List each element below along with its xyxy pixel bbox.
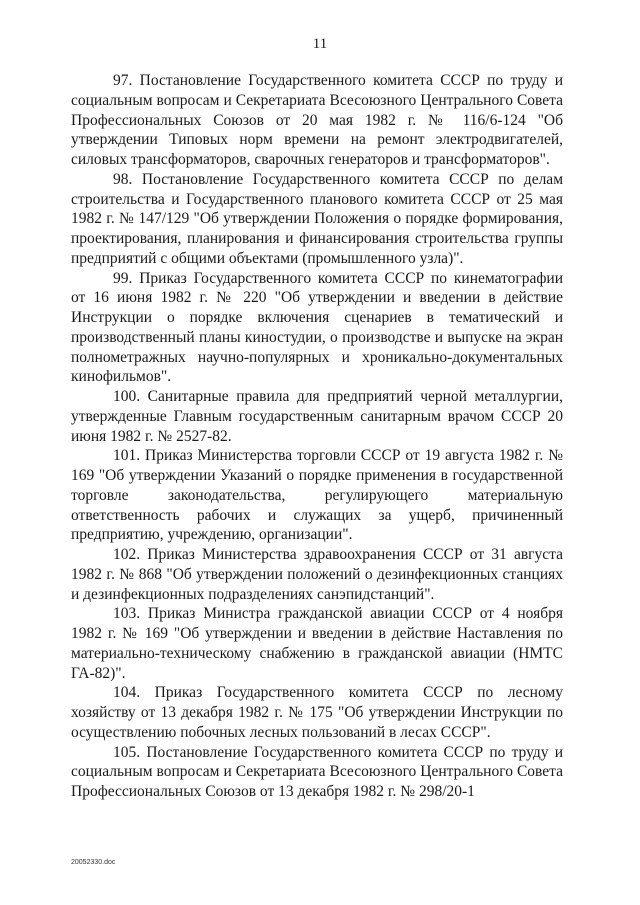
footer-filename: 20052330.doc	[71, 859, 116, 866]
list-item-104: 104. Приказ Государственного комитета СССР по лесному хозяйству от 13 декабря 1982 г. № 175 "Об утверждении Инструкции по осуществлению побочных лесных пользований в лесах СССР".	[71, 684, 563, 741]
document-body	[71, 71, 563, 802]
page-number: 11	[312, 36, 328, 52]
list-item-102: 102. Приказ Министерства здравоохранения СССР от 31 августа 1982 г. № 868 "Об утверждении положений о дезинфекционных станциях и дезинфекционных подразделениях санэпидстанций".	[71, 546, 563, 603]
list-item-97: 97. Постановление Государственного комитета СССР по труду и социальным вопросам и Секретариата Всесоюзного Центрального Совета Профессиональных Союзов от 20 мая 1982 г. № 116/6-124 "Об утверждении Типовых норм времени на ремонт электродвигателей, силовых трансформаторов, сварочных генераторов и трансформаторов".	[71, 72, 563, 168]
list-item-103: 103. Приказ Министра гражданской авиации СССР от 4 ноября 1982 г. № 169 "Об утверждении и введении в действие Наставления по материально-техническому снабжению в гражданской авиации (НМТС ГА-82)".	[71, 605, 563, 682]
list-item-99: 99. Приказ Государственного комитета СССР по кинематографии от 16 июня 1982 г. № 220 "Об утверждении и введении в действие Инструкции о порядке включения сценариев в тематический и производственный планы киностудии, о производстве и выпуске на экран полнометражных научно-популярных и хроникально-документальных кинофильмов".	[71, 269, 563, 386]
list-item-100: 100. Санитарные правила для предприятий черной металлургии, утвержденные Главным государственным санитарным врачом СССР 20 июня 1982 г. № 2527-82.	[71, 388, 563, 445]
list-item-101: 101. Приказ Министерства торговли СССР от 19 августа 1982 г. № 169 "Об утверждении Указаний о порядке применения в государственной торговле законодательства, регулирующего материальную ответственность рабочих и служащих за ущерб, причиненный предприятию, учреждению, организации".	[71, 447, 563, 544]
list-item-98: 98. Постановление Государственного комитета СССР по делам строительства и Государственного планового комитета СССР от 25 мая 1982 г. № 147/129 "Об утверждении Положения о порядке формирования, проектирования, планирования и финансирования строительства группы предприятий с общими объектами (промышленного узла)".	[71, 170, 563, 267]
list-item-105: 105. Постановление Государственного комитета СССР по труду и социальным вопросам и Секретариата Всесоюзного Центрального Совета Профессиональных Союзов от 13 декабря 1982 г. № 298/20-1	[71, 743, 563, 800]
